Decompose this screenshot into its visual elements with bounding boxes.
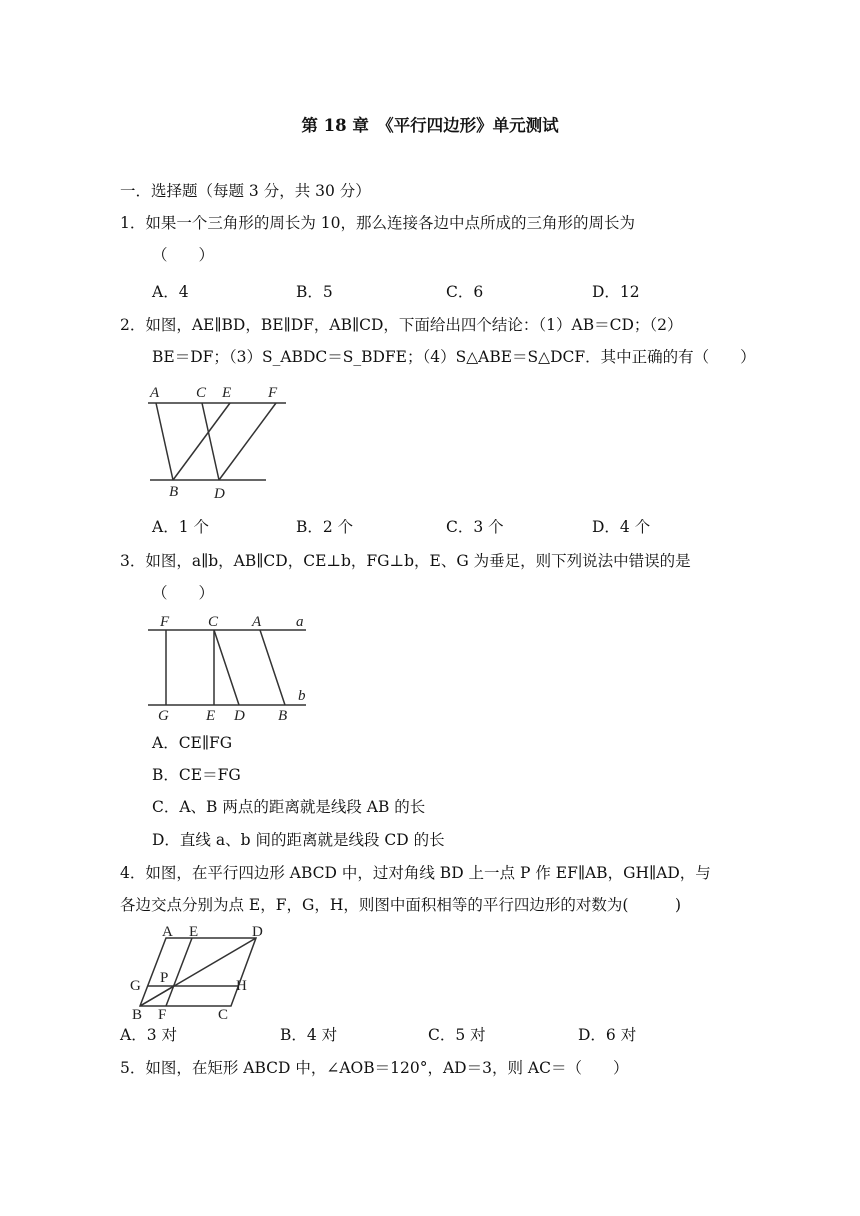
q1-option-c: C．6 xyxy=(446,283,484,301)
q3-option-a: A．CE∥FG xyxy=(152,734,233,752)
q3-label-f: F xyxy=(160,614,170,630)
q2-option-c: C．3 个 xyxy=(446,518,504,536)
q3-option-c: C．A、B 两点的距离就是线段 AB 的长 xyxy=(152,798,426,816)
q1-option-d: D．12 xyxy=(592,283,640,301)
q4-label-b: B xyxy=(132,1007,143,1020)
q1-text: 1．如果一个三角形的周长为 10，那么连接各边中点所成的三角形的周长为 xyxy=(120,214,636,232)
page-title: 第 18 章 《平行四边形》单元测试 xyxy=(301,116,559,135)
q2-label-e: E xyxy=(222,385,232,401)
q3-label-d: D xyxy=(234,708,245,724)
q3-label-line-b: b xyxy=(298,688,306,704)
q4-text: 4．如图，在平行四边形 ABCD 中，过对角线 BD 上一点 P 作 EF∥AB，GH∥AD，与 xyxy=(120,864,711,882)
q3-label-b: B xyxy=(278,708,288,724)
q4-text-2: 各边交点分别为点 E，F，G，H，则图中面积相等的平行四边形的对数为( ) xyxy=(120,896,681,914)
q3-label-e: E xyxy=(206,708,216,724)
q2-label-c: C xyxy=(196,385,207,401)
q2-text-2: BE＝DF；（3）S_ABDC＝S_BDFE；（4）S△ABE＝S△DCF．其中正确的有（ ） xyxy=(152,348,756,366)
q2-option-a: A．1 个 xyxy=(152,518,209,536)
q3-label-a: A xyxy=(252,614,262,630)
q3-label-c: C xyxy=(208,614,219,630)
q4-option-d: D．6 对 xyxy=(578,1026,637,1044)
q2-label-a: A xyxy=(150,385,160,401)
q3-figure xyxy=(142,612,312,724)
q4-label-g: G xyxy=(130,978,141,994)
q4-label-c: C xyxy=(218,1007,229,1020)
q3-option-b: B．CE＝FG xyxy=(152,766,241,784)
q4-label-f: F xyxy=(158,1007,167,1020)
q2-figure xyxy=(140,378,290,502)
q3-bracket: （ ） xyxy=(152,584,215,602)
q2-text: 2．如图，AE∥BD，BE∥DF，AB∥CD，下面给出四个结论：（1）AB＝CD；（2） xyxy=(120,316,683,334)
q1-option-b: B．5 xyxy=(296,283,333,301)
q2-option-b: B．2 个 xyxy=(296,518,354,536)
q4-option-b: B．4 对 xyxy=(280,1026,338,1044)
q1-option-a: A．4 xyxy=(152,283,189,301)
q3-label-g: G xyxy=(158,708,169,724)
q4-label-a: A xyxy=(162,924,173,940)
q4-label-d: D xyxy=(252,924,263,940)
q3-text: 3．如图，a∥b，AB∥CD，CE⊥b，FG⊥b，E、G 为垂足，则下列说法中错误的是 xyxy=(120,552,691,570)
q4-label-h: H xyxy=(236,978,247,994)
q4-option-c: C．5 对 xyxy=(428,1026,486,1044)
q5-text: 5．如图，在矩形 ABCD 中，∠AOB＝120°，AD＝3，则 AC＝（ ） xyxy=(120,1059,629,1077)
q4-figure xyxy=(126,924,276,1020)
section-heading: 一．选择题（每题 3 分，共 30 分） xyxy=(120,182,371,200)
q2-label-d: D xyxy=(214,486,225,502)
q4-option-a: A．3 对 xyxy=(120,1026,177,1044)
q2-option-d: D．4 个 xyxy=(592,518,651,536)
q4-label-p: P xyxy=(160,970,169,986)
q3-label-line-a: a xyxy=(296,614,304,630)
q2-label-b: B xyxy=(169,484,179,500)
q2-label-f: F xyxy=(268,385,278,401)
q3-option-d: D．直线 a、b 间的距离就是线段 CD 的长 xyxy=(152,831,445,849)
q4-label-e: E xyxy=(189,924,199,940)
q1-bracket: （ ） xyxy=(152,246,215,264)
